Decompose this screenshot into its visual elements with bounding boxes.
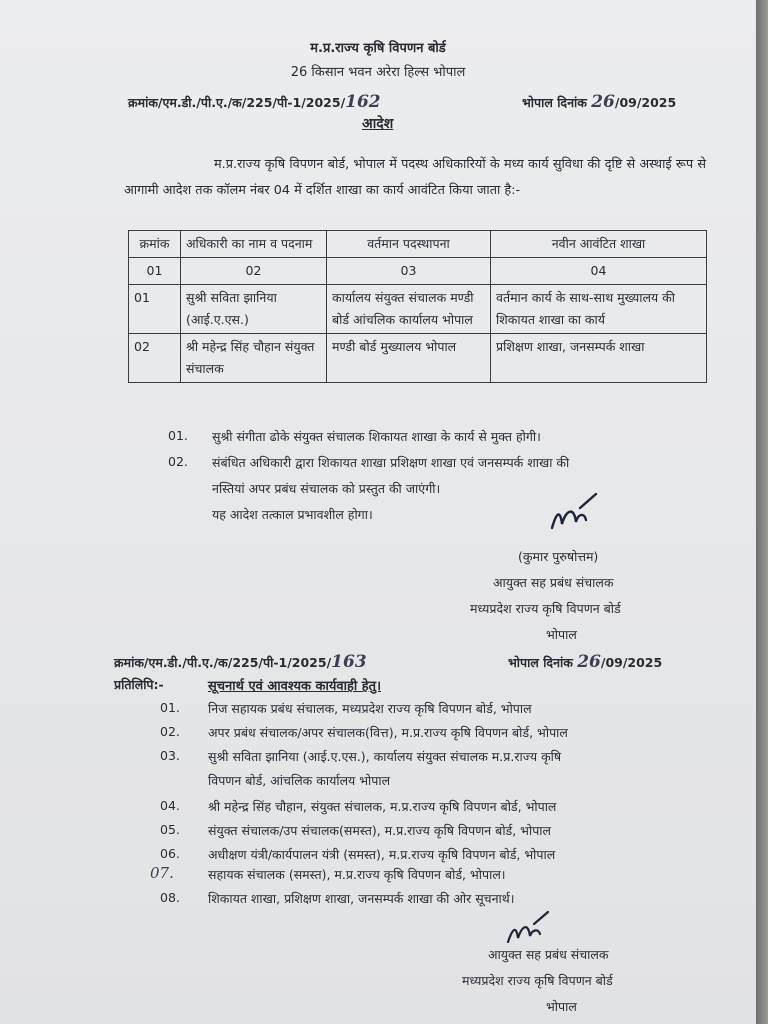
cell-serial: 02	[129, 334, 181, 383]
signatory-name: (कुमार पुरुषोत्तम)	[518, 549, 599, 564]
copy-reference-number	[114, 652, 367, 672]
date-printed: भोपाल दिनांक	[508, 655, 578, 670]
copy-item-number: 01.	[160, 700, 180, 715]
copy-item-text: शिकायत शाखा, प्रशिक्षण शाखा, जनसम्पर्क शाखा की ओर सूचनार्थ।	[208, 891, 515, 906]
date-handwritten: 26	[577, 652, 601, 672]
note-text: सुश्री संगीता ढोके संयुक्त संचालक शिकायत शाखा के कार्य से मुक्त होगी।	[212, 429, 541, 444]
copy-item-number: 06.	[160, 846, 180, 861]
copy-item-number: 08.	[160, 890, 180, 905]
copy-label: प्रतिलिपि:-	[114, 677, 164, 692]
allocation-table	[128, 230, 707, 383]
reference-number-handwritten: 162	[345, 92, 381, 112]
background-surface	[756, 0, 768, 1024]
copy-item-number: 04.	[160, 798, 180, 813]
second-signatory-designation: आयुक्त सह प्रबंध संचालक	[488, 947, 609, 962]
copy-reference-date	[508, 652, 662, 672]
date-handwritten: 26	[591, 92, 615, 112]
org-heading: म.प्र.राज्य कृषि विपणन बोर्ड	[310, 41, 446, 56]
effective-statement: यह आदेश तत्काल प्रभावशील होगा।	[212, 507, 373, 522]
date-printed: भोपाल दिनांक	[522, 95, 592, 110]
intro-paragraph: म.प्र.राज्य कृषि विपणन बोर्ड, भोपाल में पदस्थ अधिकारियों के मध्य कार्य सुविधा की दृष्टि से अस्थाई रूप से आगामी आदेश तक कॉलम नंबर 04 में दर्शित शाखा का कार्य आवंटित किया जाता है:-	[124, 157, 706, 198]
reference-number-printed: क्रमांक/एम.डी./पी.ए./क/225/पी-1/2025/	[114, 655, 332, 670]
copy-item-number-handwritten: 07.	[150, 864, 174, 882]
copy-item-number: 02.	[160, 724, 180, 739]
copy-item-number: 05.	[160, 822, 180, 837]
col-number: 04	[491, 258, 707, 285]
order-title: आदेश	[362, 116, 394, 132]
table-header-row	[129, 231, 707, 258]
copy-item-text: अपर प्रबंध संचालक/अपर संचालक(वित्त), म.प्र.राज्य कृषि विपणन बोर्ड, भोपाल	[208, 725, 568, 740]
col-number: 02	[181, 258, 327, 285]
copy-item-text: श्री महेन्द्र सिंह चौहान, संयुक्त संचालक, म.प्र.राज्य कृषि विपणन बोर्ड, भोपाल	[208, 799, 557, 814]
table-row	[129, 334, 707, 383]
copy-purpose: सूचनार्थ एवं आवश्यक कार्यवाही हेतु।	[208, 679, 382, 694]
org-address: 26 किसान भवन अरेरा हिल्स भोपाल	[290, 65, 466, 80]
copy-item-text: संयुक्त संचालक/उप संचालक(समस्त), म.प्र.राज्य कृषि विपणन बोर्ड, भोपाल	[208, 823, 552, 838]
cell-serial: 01	[129, 285, 181, 334]
col-number: 03	[327, 258, 491, 285]
reference-number	[128, 92, 381, 112]
signature-mark	[540, 490, 610, 540]
reference-number-handwritten: 163	[331, 652, 367, 672]
copy-item-text-continued: विपणन बोर्ड, आंचलिक कार्यालय भोपाल	[208, 773, 391, 788]
copy-item-text: निज सहायक प्रबंध संचालक, मध्यप्रदेश राज्य कृषि विपणन बोर्ड, भोपाल	[208, 701, 532, 716]
cell-new-branch: प्रशिक्षण शाखा, जनसम्पर्क शाखा	[491, 334, 707, 383]
reference-number-printed: क्रमांक/एम.डी./पी.ए./क/225/पी-1/2025/	[128, 95, 346, 110]
header-new-branch: नवीन आवंटित शाखा	[491, 231, 707, 258]
cell-officer: सुश्री सविता झानिया (आई.ए.एस.)	[181, 285, 327, 334]
header-officer: अधिकारी का नाम व पदनाम	[181, 231, 327, 258]
note-text-continued: नस्तियां अपर प्रबंध संचालक को प्रस्तुत की जाएंगी।	[212, 481, 441, 496]
date-rest: /09/2025	[614, 95, 677, 110]
reference-date	[522, 92, 676, 112]
table-column-number-row	[129, 258, 707, 285]
signatory-org: मध्यप्रदेश राज्य कृषि विपणन बोर्ड	[470, 601, 621, 616]
copy-item-text: सहायक संचालक (समस्त), म.प्र.राज्य कृषि विपणन बोर्ड, भोपाल।	[208, 867, 506, 882]
col-number: 01	[129, 258, 181, 285]
copy-item-text: अधीक्षण यंत्री/कार्यपालन यंत्री (समस्त), म.प्र.राज्य कृषि विपणन बोर्ड, भोपाल	[208, 847, 556, 862]
cell-current-posting: मण्डी बोर्ड मुख्यालय भोपाल	[327, 334, 491, 383]
note-number: 01.	[168, 428, 188, 443]
header-serial: क्रमांक	[129, 231, 181, 258]
signatory-designation: आयुक्त सह प्रबंध संचालक	[493, 575, 614, 590]
table-row	[129, 285, 707, 334]
cell-current-posting: कार्यालय संयुक्त संचालक मण्डी बोर्ड आंचलिक कार्यालय भोपाल	[327, 285, 491, 334]
header-current-posting: वर्तमान पदस्थापना	[327, 231, 491, 258]
date-rest: /09/2025	[600, 655, 663, 670]
note-text: संबंधित अधिकारी द्वारा शिकायत शाखा प्रशिक्षण शाखा एवं जनसम्पर्क शाखा की	[212, 455, 570, 470]
cell-officer: श्री महेन्द्र सिंह चौहान संयुक्त संचालक	[181, 334, 327, 383]
signatory-city: भोपाल	[546, 627, 577, 642]
cell-new-branch: वर्तमान कार्य के साथ-साथ मुख्यालय की शिकायत शाखा का कार्य	[491, 285, 707, 334]
copy-item-text: सुश्री सविता झानिया (आई.ए.एस.), कार्यालय संयुक्त संचालक म.प्र.राज्य कृषि	[208, 749, 562, 764]
second-signatory-org: मध्यप्रदेश राज्य कृषि विपणन बोर्ड	[462, 973, 613, 988]
copy-item-number: 03.	[160, 748, 180, 763]
note-number: 02.	[168, 454, 188, 469]
second-signatory-city: भोपाल	[546, 999, 577, 1014]
